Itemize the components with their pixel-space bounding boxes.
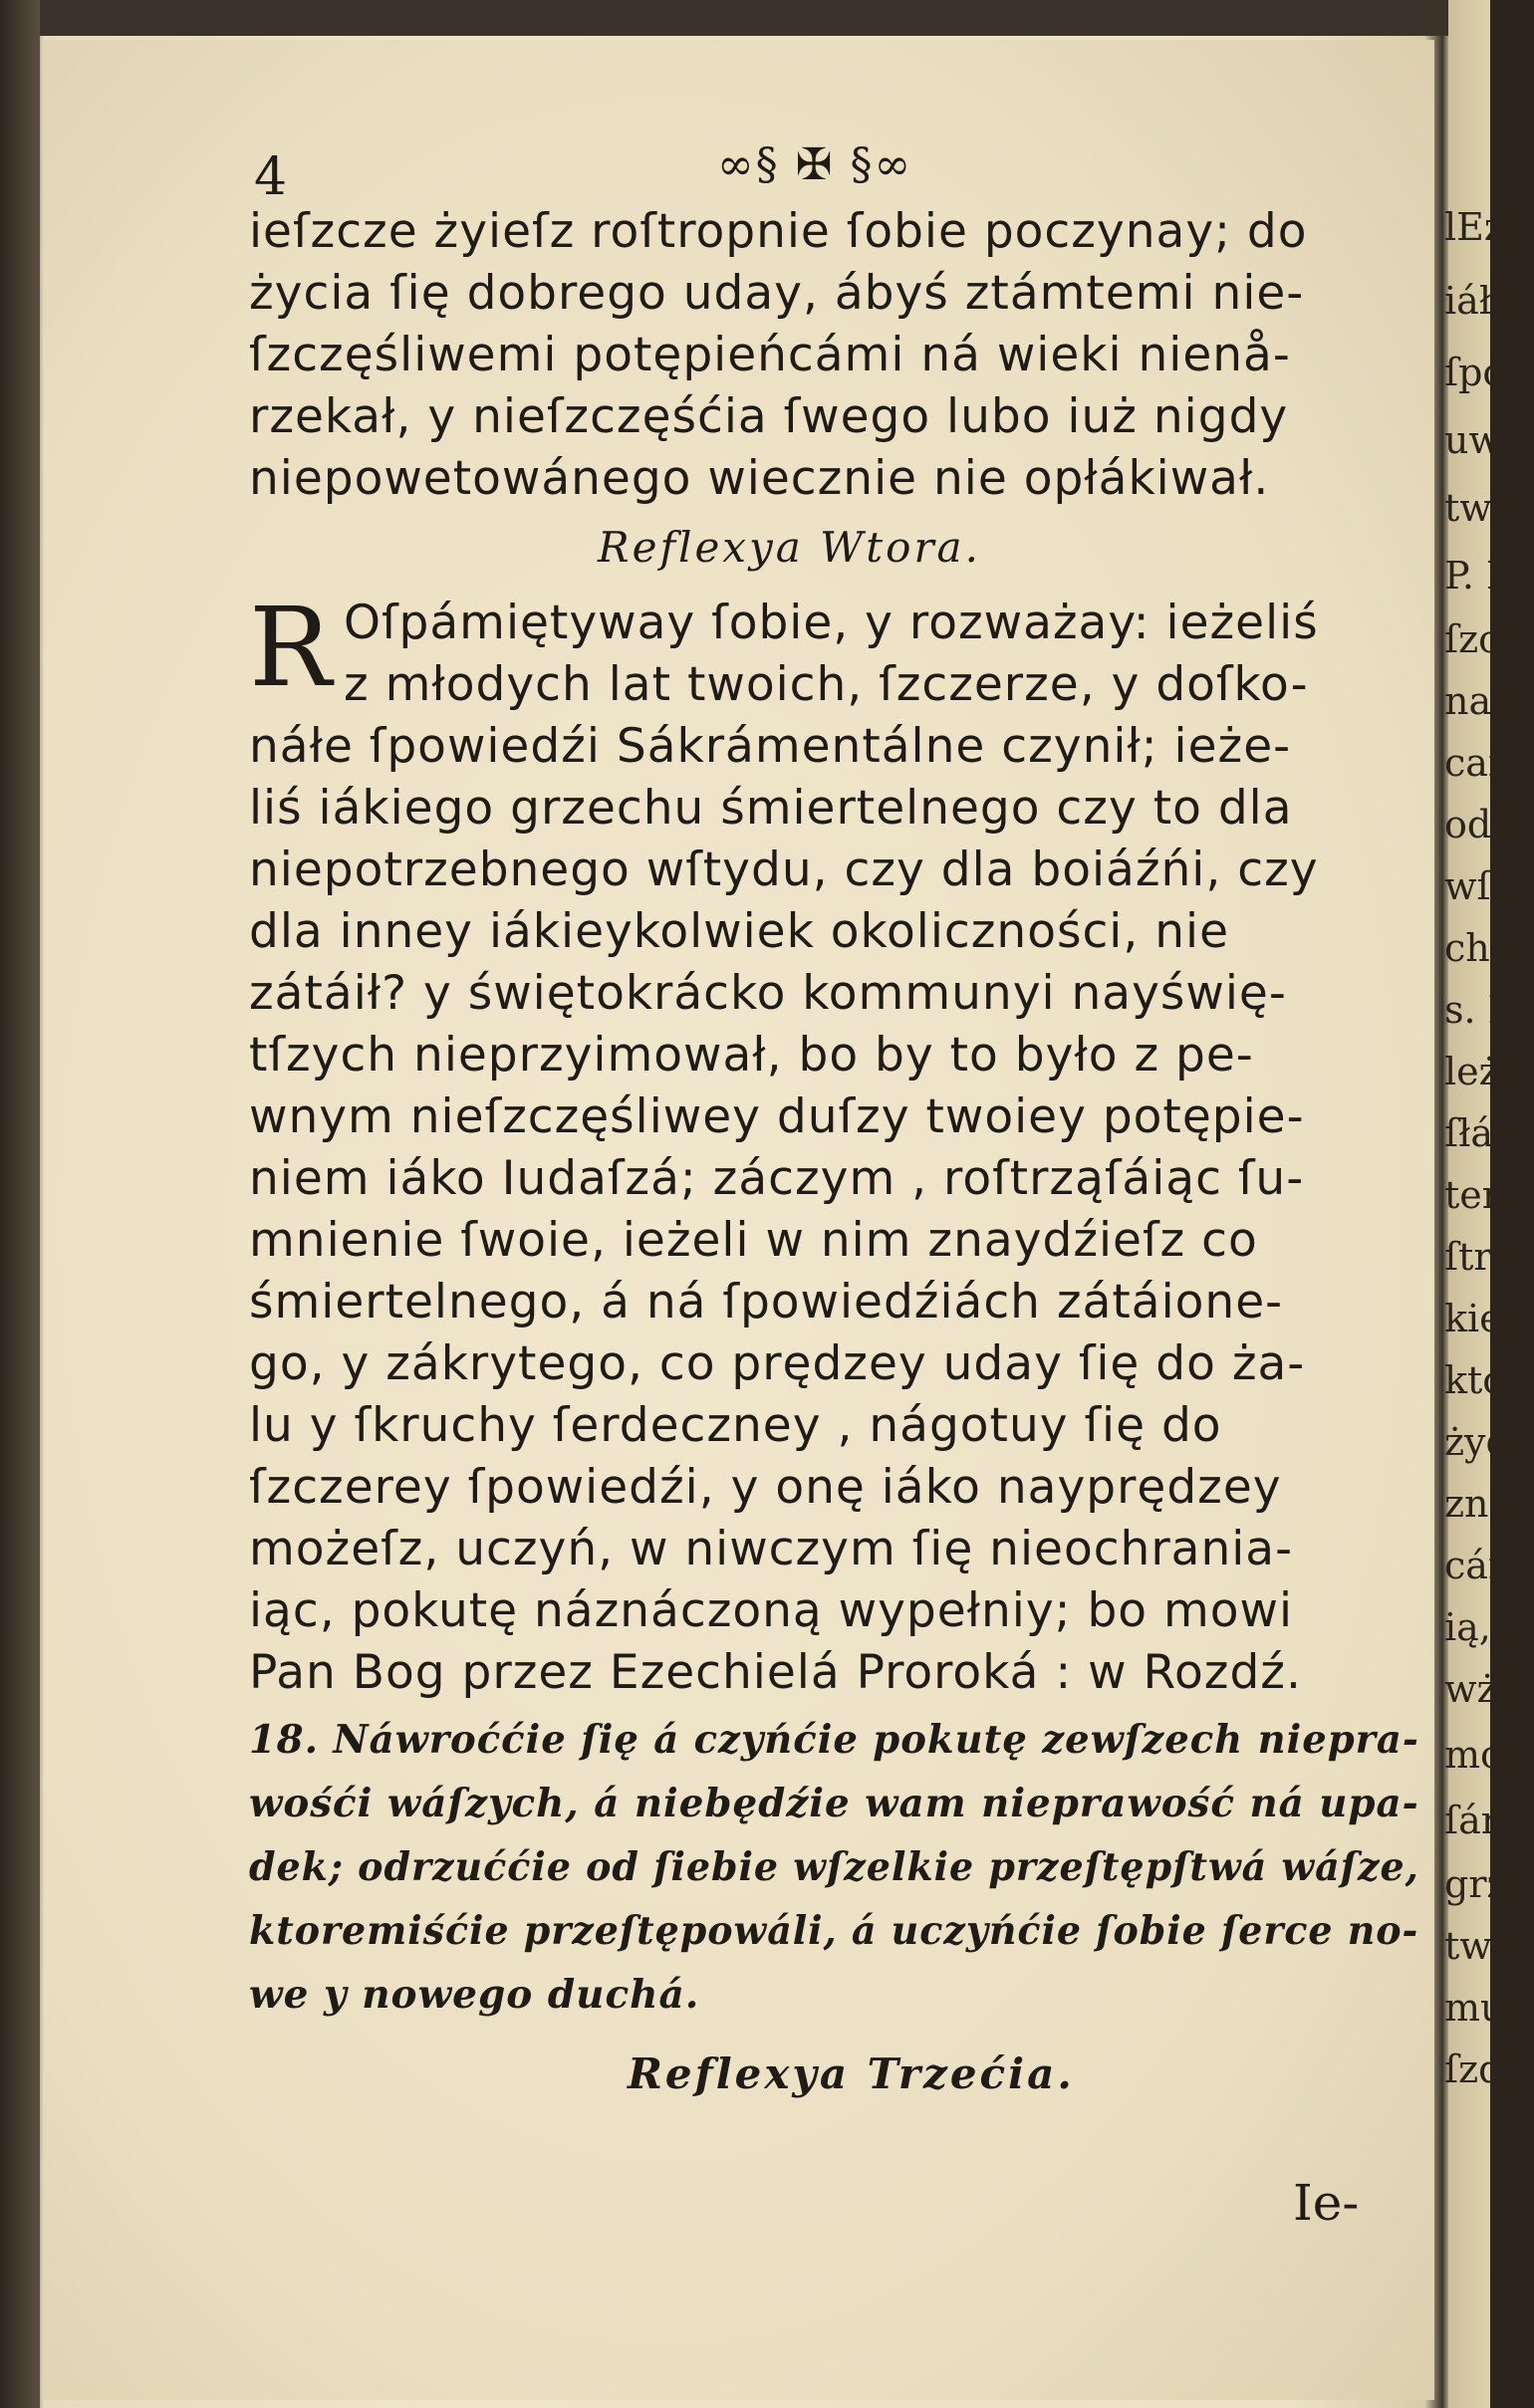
text-line: Pan Bog przez Ezechielá Proroká : w Rozdź.: [249, 1645, 1302, 1700]
next-page-fragment: ią,: [1444, 1605, 1491, 1649]
next-page-fragment: kiel: [1444, 1297, 1514, 1340]
text-line: liś iákiego grzechu śmiertelnego czy to dla: [249, 781, 1293, 836]
page-number: 4: [254, 147, 288, 207]
text-line: niepowetowánego wiecznie nie opłákiwał.: [249, 451, 1270, 506]
text-line: go, y zákrytego, co prędzey uday ſię do ża-: [249, 1336, 1306, 1391]
text-line: lu y ſkruchy ſerdeczney , nágotuy ſię do: [249, 1398, 1222, 1453]
next-page-fragment: zná: [1444, 1482, 1512, 1526]
section-heading: Reflexya Wtora.: [598, 523, 981, 572]
italic-quote-line: 18. Náwroććie ſię á czyńćie pokutę zewſzech niepra-: [249, 1717, 1419, 1763]
text-line: ſzczerey ſpowiedźi, y onę iáko nayprędzey: [249, 1460, 1282, 1515]
next-page-fragment: grz: [1444, 1862, 1507, 1906]
text-line: iąc, pokutę náznáczoną wypełniy; bo mowi: [249, 1583, 1294, 1638]
next-page-fragment: ſpo: [1444, 351, 1506, 394]
text-line: náłe ſpowiedźi Sákrámentálne czynił; ieże-: [249, 719, 1292, 774]
scan-top-border: [0, 0, 1490, 36]
text-line: z młodych lat twoich, ſzczerze, y doſko-: [344, 657, 1309, 712]
next-page-fragment: kto: [1444, 1358, 1506, 1402]
next-page-fragment: ſárt: [1444, 1799, 1515, 1842]
next-page-fragment: ten: [1444, 1173, 1507, 1217]
text-line: dla inney iákieykolwiek okoliczności, nie: [249, 904, 1229, 959]
next-page-fragment: cán: [1444, 1544, 1513, 1587]
next-page-fragment: chca: [1444, 926, 1534, 970]
section-heading: Reflexya Trzećia.: [628, 2049, 1075, 2098]
text-line: niepotrzebnego wſtydu, czy dla boiáźńi, czy: [249, 843, 1319, 897]
next-page-fragment: ſzd: [1444, 2047, 1503, 2091]
italic-quote-line: we y nowego duchá.: [249, 1972, 700, 2018]
next-page-fragment: uwa: [1444, 418, 1524, 462]
next-page-fragment: ſtrá: [1444, 1235, 1515, 1279]
text-line: niem iáko Iudaſzá; záczym , roſtrząſáiąc ſu-: [249, 1151, 1305, 1206]
text-line: tſzych nieprzyimował, bo by to było z pe-: [249, 1028, 1254, 1083]
italic-quote-line: ktoremiśćie przeſtępowáli, á uczyńćie ſobie ſerce no-: [249, 1908, 1419, 1954]
drop-capital: R: [249, 584, 332, 711]
next-page-fragment: ſzcz: [1444, 617, 1520, 661]
next-page-fragment: odd: [1444, 803, 1516, 846]
text-line: zátáił? y świętokrácko kommunyi nayświę-: [249, 966, 1287, 1021]
next-page-fragment: P. I: [1444, 554, 1502, 598]
text-line: rzekał, y nieſzczęśćia ſwego lubo iuż nigdy: [249, 389, 1289, 444]
next-page-fragment: twá: [1444, 1924, 1515, 1968]
next-page-fragment: s. P: [1444, 988, 1514, 1032]
text-line: wnym nieſzczęśliwey duſzy twoiey potępie-: [249, 1089, 1305, 1144]
next-page-fragment: mu: [1444, 1986, 1505, 2030]
text-line: ſzczęśliwemi potępieńcámi ná wieki nienå-: [249, 328, 1291, 382]
next-page-fragment: lEż: [1444, 205, 1504, 249]
text-line: możeſz, uczyń, w niwczym ſię nieochrania-: [249, 1522, 1294, 1576]
next-page-fragment: leżo: [1444, 1050, 1522, 1093]
italic-quote-line: dek; odrzuććie od ſiebie wſzelkie przeſtępſtwá wáſze,: [249, 1844, 1419, 1890]
italic-quote-line: wośći wáſzych, á niebędźie wam nieprawość ná upa-: [249, 1781, 1419, 1826]
book-gutter-shadow: [0, 0, 40, 2408]
next-page-fragment: żyd: [1444, 1420, 1510, 1464]
text-line: Oſpámiętyway ſobie, y rozważay: ieżeliś: [344, 596, 1319, 650]
next-page-fragment: wżi: [1444, 1667, 1509, 1711]
next-page-fragment: twie: [1444, 486, 1527, 530]
next-page-fragment: wſz: [1444, 864, 1511, 908]
next-page-fragment: ſłán: [1444, 1111, 1518, 1155]
next-page-fragment: mo:: [1444, 1733, 1516, 1777]
text-line: śmiertelnego, á ná ſpowiedźiách zátáione-: [249, 1275, 1284, 1329]
text-line: mnienie ſwoie, ieżeli w nim znaydźieſz co: [249, 1213, 1258, 1268]
header-ornament: ∞§ ✠ §∞: [717, 139, 913, 190]
next-page-fragment: iáł: [1444, 279, 1492, 323]
catchword: Ie-: [1293, 2174, 1360, 2232]
next-page-fragment: nał(: [1444, 679, 1519, 723]
text-line: życia ſię dobrego uday, ábyś ztámtemi nie-: [249, 266, 1305, 321]
next-page-fragment: caſz: [1444, 741, 1523, 785]
text-line: ieſzcze żyieſz roſtropnie ſobie poczynay; do: [249, 204, 1308, 259]
